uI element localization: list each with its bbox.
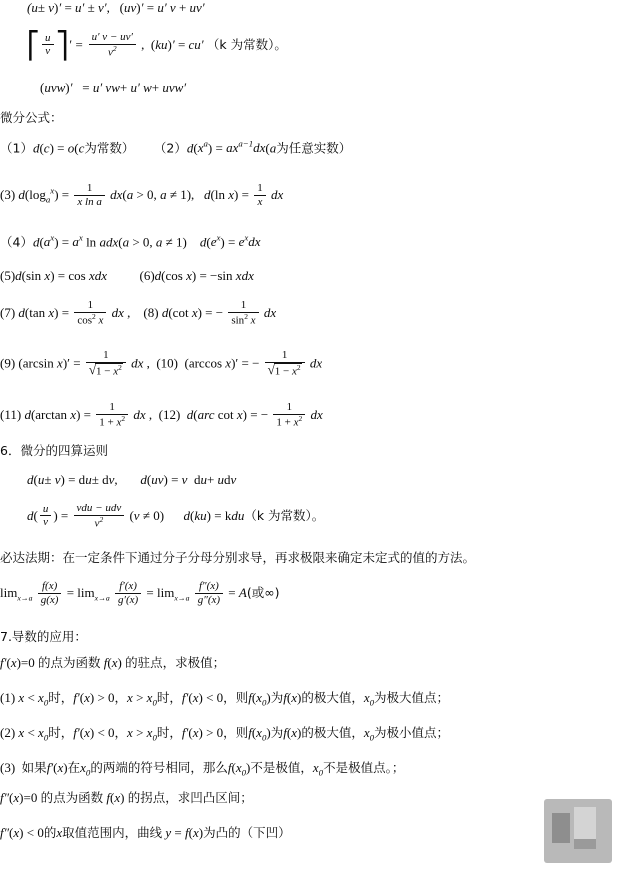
formula-row-9-10: (9) (arcsin x)′ = $\frac{1}{√1 - x^2}$ dx , (10) (arccos x)′ = − $\frac{1}{√1 - x^2}$ dx <box>0 349 323 378</box>
section-heading-differential-four-rules: 6．微分的四算运则 <box>0 443 108 458</box>
formula-row-inflection-point: f″(x)=0 的点为函数 f(x) 的拐点，求凹凸区间； <box>0 790 253 805</box>
formula-row-3: (3) $d(\log_a^x)$ = $\frac{1}{\text{x ln a}}$ dx(a > 0, a ≠ 1), d(ln x) = $\frac{1}{x}$ dx <box>0 182 284 208</box>
formula-row-stationary-point: f′(x)=0 的点为函数 f(x) 的驻点，求极值； <box>0 655 226 670</box>
formula-row-app-3: (3) 如果f′(x)在$x_0$的两端的符号相同，那么$f(x_0)$不是极值，$x_0$不是极值点。； <box>0 760 405 778</box>
formula-row-7-8: (7) d(tan x) = $\frac{1}{\cos^2 x}$ dx , (8) d(cot x) = − $\frac{1}{\sin^2 x}$ dx <box>0 299 277 327</box>
formula-row-lhopital-limits: $\lim_{x\to a}$ $\frac{f(x)}{g(x)}$ = $\lim_{x\to a}$ $\frac{f'(x)}{g'(x)}$ = $\lim_{x\to a}$ $\frac{f''(x)}{g''(x)}$ = A(或∞) <box>0 580 280 606</box>
formula-row-diff-sum-product: d(u± v) = du± dv, d(uv) = v du+ udv <box>27 472 237 487</box>
watermark-bar-left <box>552 813 570 843</box>
formula-row-1-2: （1）d(c) = o(c为常数） $(2)d(x^a) = ax^{a-1}dx(a$为任意实数） <box>0 139 352 156</box>
watermark-bar-bottom <box>574 839 596 849</box>
formula-row-concavity: f″(x) < 0的x取值范围内，曲线 y = f(x)为凸的（下凹） <box>0 825 291 840</box>
formula-line-quotient-rule: ⎡ $\frac{u}{v}$ ⎤′ = $\frac{u' v - uv'}{v^2}$ , (ku)′ = cu′ （k 为常数）。 <box>27 30 287 61</box>
formula-line-derivative-sum-product: (u± v)′ = u′ ± v′, (uv)′ = u′ v + uv′ <box>27 0 205 15</box>
formula-line-triple-product: (uvw)′ = u′ vw+ u′ w+ uvw′ <box>40 80 187 95</box>
section-heading-derivative-applications: 7.导数的应用： <box>0 629 87 644</box>
formula-row-app-1: (1) $x < x_0$时，f′(x) > 0，$x > x_0$时，f′(x) < 0，则$f(x_0)$为f(x)的极大值，$x_0$为极大值点； <box>0 690 450 708</box>
formula-row-5-6: (5)d(sin x) = cos xdx (6)d(cos x) = −sin xdx <box>0 268 254 283</box>
section-heading-differential-formulas: 微分公式： <box>0 110 63 125</box>
formula-row-11-12: (11) d(arctan x) = $\frac{1}{1 + x^2}$ dx , (12) d(arc cot x) = − $\frac{1}{1 + x^2}$ dx <box>0 401 323 429</box>
formula-row-diff-quotient: d( $\frac{u}{v}$ ) = $\frac{\text{vdu − udv}}{v^2}$ (v ≠ 0) d(ku) = kdu（k 为常数）。 <box>27 502 325 530</box>
section-heading-lhopital-rule: 必达法期：在一定条件下通过分子分母分别求导，再求极限来确定未定式的值的方法。 <box>0 550 476 565</box>
watermark-logo <box>544 799 612 863</box>
formula-row-4: $(4)d(a^x) = a^x$ ln adx(a > 0, a ≠ 1) $d(e^x) = e^xdx$ <box>0 233 261 250</box>
formula-row-app-2: (2) $x < x_0$时，f′(x) < 0，$x > x_0$时，f′(x) > 0，则$f(x_0)$为f(x)的极大值，$x_0$为极小值点； <box>0 725 450 743</box>
